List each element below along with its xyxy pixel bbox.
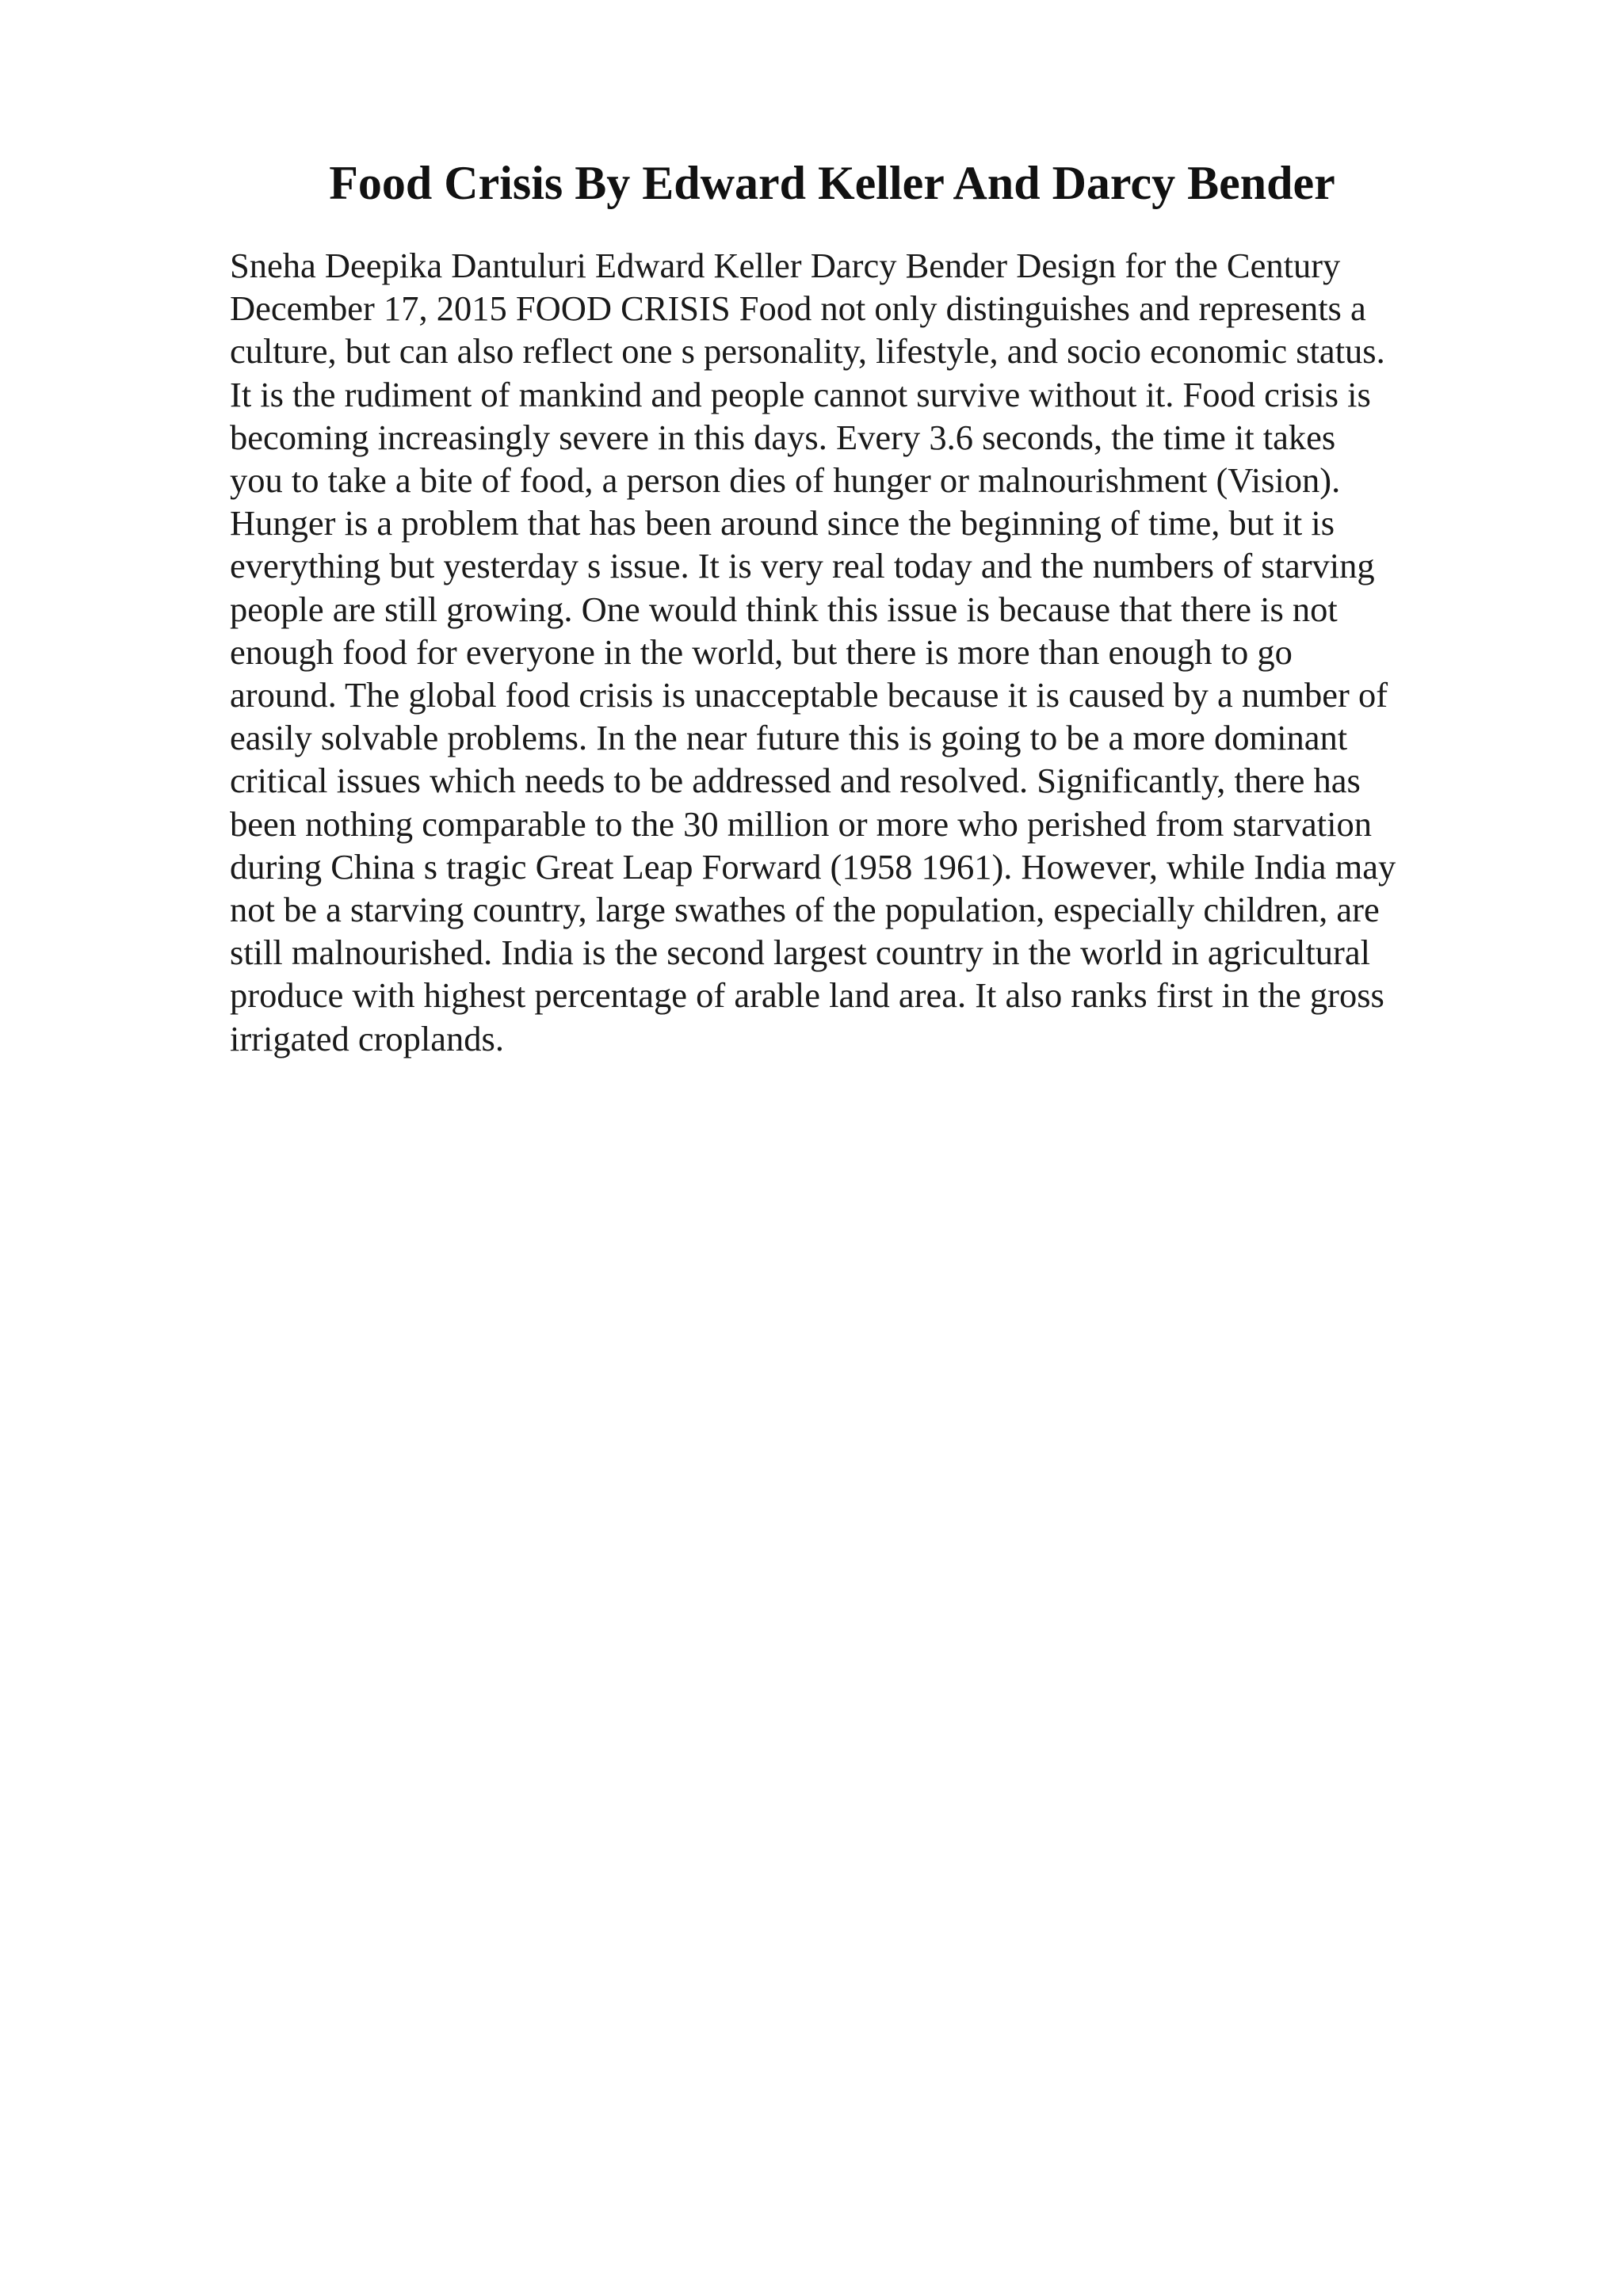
body-line: produce with highest percentage of arable land area. It also ranks first in the gross	[230, 975, 1384, 1016]
body-line: not be a starving country, large swathes of the population, especially children, are	[230, 890, 1380, 930]
body-line: critical issues which needs to be addressed and resolved. Significantly, there has	[230, 761, 1361, 801]
document-body	[230, 244, 1466, 1060]
body-line: easily solvable problems. In the near future this is going to be a more dominant	[230, 718, 1348, 758]
body-line: irrigated croplands.	[230, 1018, 504, 1058]
body-line: been nothing comparable to the 30 million or more who perished from starvation	[230, 803, 1372, 844]
body-line: you to take a bite of food, a person dies of hunger or malnourishment (Vision).	[230, 460, 1341, 501]
body-line: everything but yesterday s issue. It is very real today and the numbers of starving	[230, 546, 1375, 586]
body-line: people are still growing. One would think this issue is because that there is not	[230, 589, 1338, 629]
body-line: during China s tragic Great Leap Forward (1958 1961). However, while India may	[230, 846, 1396, 887]
body-line: enough food for everyone in the world, but there is more than enough to go	[230, 631, 1293, 672]
body-line: Hunger is a problem that has been around since the beginning of time, but it is	[230, 503, 1335, 543]
body-line: culture, but can also reflect one s personality, lifestyle, and socio economic status.	[230, 331, 1385, 372]
body-line: It is the rudiment of mankind and people cannot survive without it. Food crisis is	[230, 374, 1371, 414]
body-line: Sneha Deepika Dantuluri Edward Keller Darcy Bender Design for the Century	[230, 246, 1341, 285]
body-line: still malnourished. India is the second largest country in the world in agricultural	[230, 933, 1370, 973]
body-line: becoming increasingly severe in this days. Every 3.6 seconds, the time it takes	[230, 417, 1336, 457]
body-line: December 17, 2015 FOOD CRISIS Food not only distinguishes and represents a	[230, 288, 1366, 329]
body-line: around. The global food crisis is unacceptable because it is caused by a number of	[230, 675, 1388, 715]
document-title: Food Crisis By Edward Keller And Darcy Bender	[329, 157, 1335, 209]
